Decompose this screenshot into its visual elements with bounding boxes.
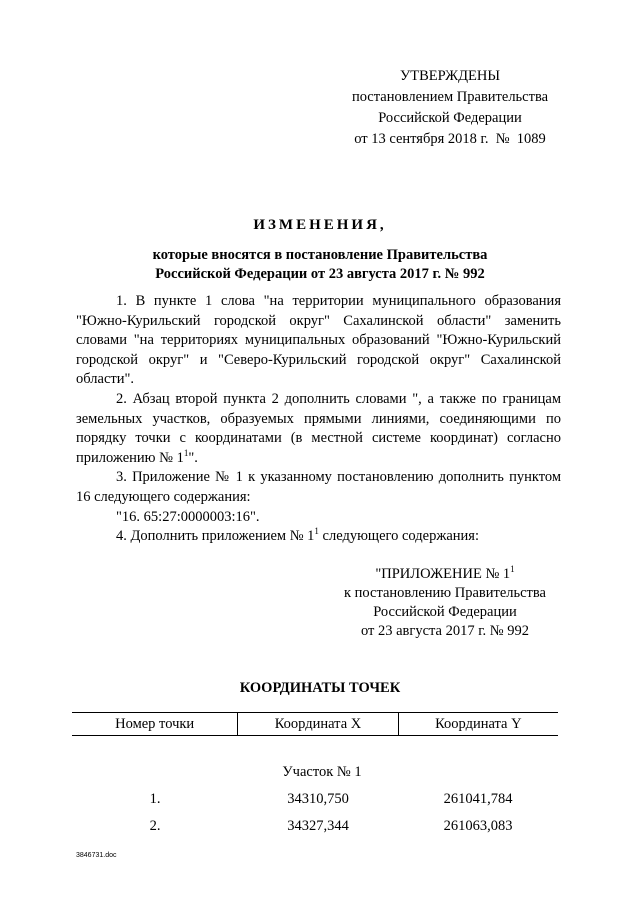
paragraph-4-text: 4. Дополнить приложением № 1 <box>116 528 315 545</box>
paragraph-1: 1. В пункте 1 слова "на территории муниципального образования "Южно-Курильский городской округ" Сахалинской области" заменить словами "на территориях муниципальных образований "Южно-Курильский городской округ" и "Северо-Курильский городской округ" Сахалинской области". <box>76 293 561 388</box>
document-title: ИЗМЕНЕНИЯ, <box>253 217 387 233</box>
paragraph-3-code: "16. 65:27:0000003:16". <box>116 508 260 525</box>
superscript: 1 <box>510 564 515 575</box>
cell-point-number: 2. <box>149 818 161 834</box>
table-header-row <box>72 713 558 736</box>
appendix-line: от 23 августа 2017 г. № 992 <box>360 623 530 639</box>
paragraph-2-tail: ". <box>188 449 198 466</box>
document-subtitle <box>60 246 580 284</box>
paragraph-2 <box>76 390 561 468</box>
table-section-label: Участок № 1 <box>282 764 362 780</box>
cell-coordinate-x: 34310,750 <box>287 791 349 807</box>
paragraph-2-text: 2. Абзац второй пункта 2 дополнить словами ", а также по границам земельных участков, образуемых прямыми линиями, соединяющими по порядку точки с координатами (в местной системе координат) согласно приложению № 1 <box>76 390 561 466</box>
paragraph-4-tail: следующего содержания: <box>318 528 479 545</box>
appendix-block <box>320 565 570 641</box>
paragraph-3: 3. Приложение № 1 к указанному постановлению дополнить пунктом 16 следующего содержания: <box>76 469 561 505</box>
cell-coordinate-y: 261041,784 <box>443 791 513 807</box>
subtitle-line: Российской Федерации от 23 августа 2017 г. № 992 <box>155 266 485 282</box>
approval-block <box>330 66 570 150</box>
paragraph-4 <box>76 527 561 547</box>
document-file-id: 3846731.doc <box>76 852 117 859</box>
header-coordinate-y: Координата Y <box>435 715 522 732</box>
coordinates-title: КООРДИНАТЫ ТОЧЕК <box>239 680 401 696</box>
superscript: 1 <box>314 526 319 537</box>
appendix-heading-text: "ПРИЛОЖЕНИЕ № 1 <box>375 566 511 582</box>
coordinates-table <box>72 712 558 835</box>
header-point-number: Номер точки <box>72 713 238 735</box>
approval-line: Российской Федерации <box>378 110 522 126</box>
approval-date-number: от 13 сентября 2018 г. № 1089 <box>354 131 546 147</box>
appendix-heading <box>320 565 570 584</box>
cell-coordinate-y: 261063,083 <box>443 818 513 834</box>
header-coordinate-x: Координата X <box>238 713 398 735</box>
appendix-line: Российской Федерации <box>373 604 517 620</box>
table-row <box>72 791 558 808</box>
approval-heading: УТВЕРЖДЕНЫ <box>399 68 501 84</box>
cell-point-number: 1. <box>149 791 161 807</box>
superscript: 1 <box>183 447 189 458</box>
subtitle-line: которые вносятся в постановление Правительства <box>152 247 488 263</box>
appendix-line: к постановлению Правительства <box>344 585 546 601</box>
cell-coordinate-x: 34327,344 <box>287 818 349 834</box>
table-row <box>72 818 558 835</box>
document-body <box>76 292 561 547</box>
title-block <box>60 214 580 284</box>
approval-line: постановлением Правительства <box>351 89 549 105</box>
